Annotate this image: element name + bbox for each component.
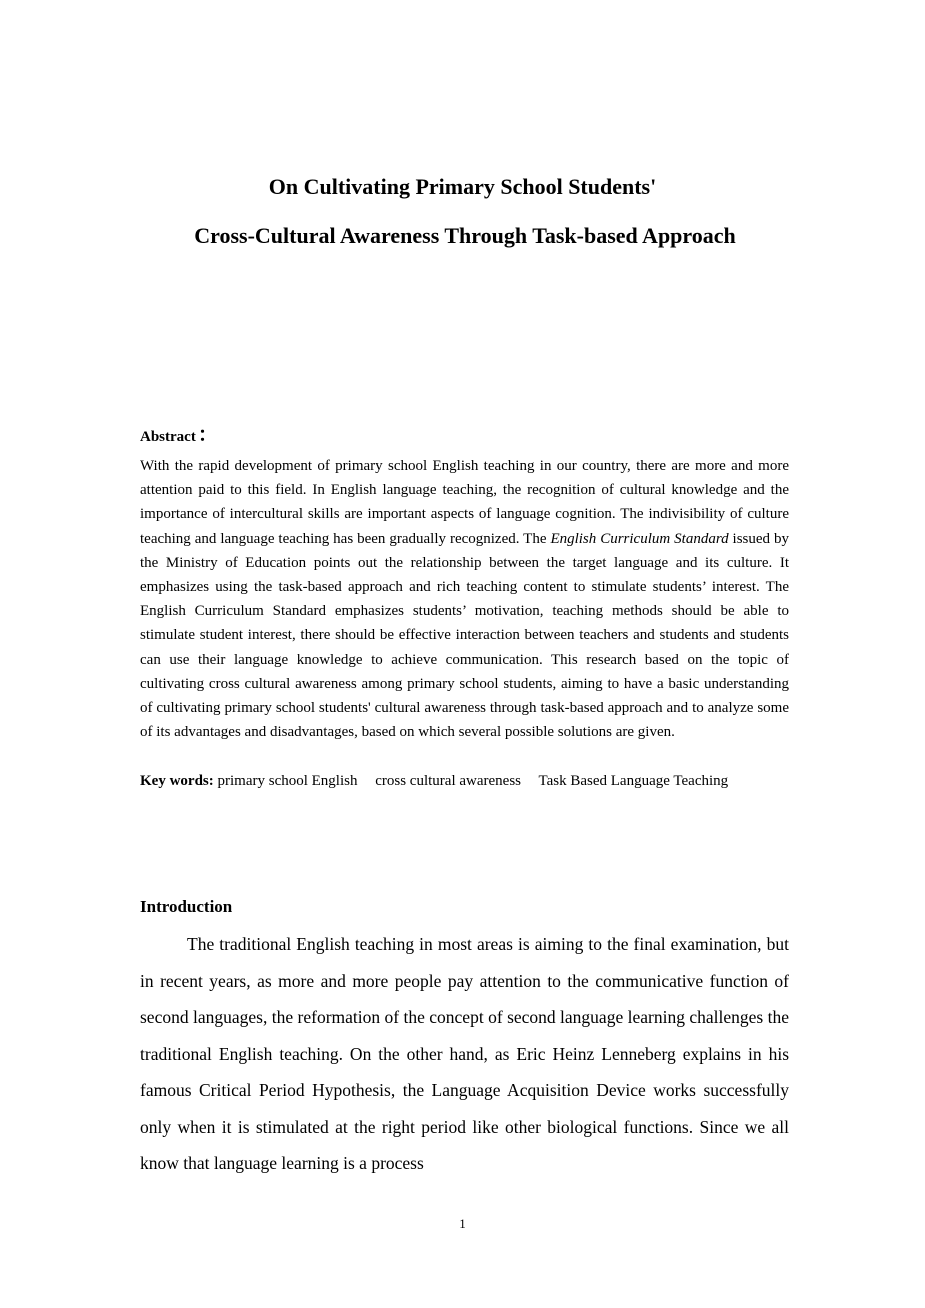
keyword-2: cross cultural awareness [375,773,522,789]
abstract-text-part-2: issued by the Ministry of Education points out the relationship between the target language and its culture. It emphasizes using the task-based approach and rich teaching content to stimulate students’ interest. The English Curriculum Standard emphasizes students’ motivation, teaching methods should be able to stimulate student interest, there should be effective interaction between teachers and students and students can use their language knowledge to achieve communication. This research based on the topic of cultivating cross cultural awareness among primary school students, aiming to have a basic understanding of cultivating primary school students' cultural awareness through task-based approach and to analyze some of its advantages and disadvantages, based on which several possible solutions are given. [140,530,789,741]
introduction-body: The traditional English teaching in most areas is aiming to the final examination, but in recent years, as more and more people pay attention to the communicative function of second languages, the reformation of the concept of second language learning challenges the traditional English teaching. On the other hand, as Eric Heinz Lenneberg explains in his famous Critical Period Hypothesis, the Language Acquisition Device works successfully only when it is stimulated at the right period like other biological functions. Since we all know that language learning is a process [140,934,789,1173]
keyword-3: Task Based Language Teaching [538,773,729,789]
paper-title-line-2: Cross-Cultural Awareness Through Task-based Approach [194,223,736,248]
abstract-heading [140,418,218,447]
keyword-1: primary school English [217,773,358,789]
keywords-label: Key words: [140,773,214,789]
page-number: 1 [459,1216,466,1231]
abstract-heading-colon: ： [197,424,218,446]
abstract-text-part-1: With the rapid development of primary school English teaching in our country, there are more and more attention paid to this field. In English language teaching, the recognition of cultural knowledge and the importance of intercultural skills are important aspects of language cognition. The indivisibility of culture teaching and language teaching has been gradually recognized. The [140,458,789,547]
keywords-line [140,769,840,793]
paper-title-line-1: On Cultivating Primary School Students' [268,174,657,199]
introduction-heading: Introduction [140,897,233,916]
abstract-body [140,454,789,744]
abstract-heading-text: Abstract [140,429,196,445]
abstract-italic-title: English Curriculum Standard [550,530,729,547]
